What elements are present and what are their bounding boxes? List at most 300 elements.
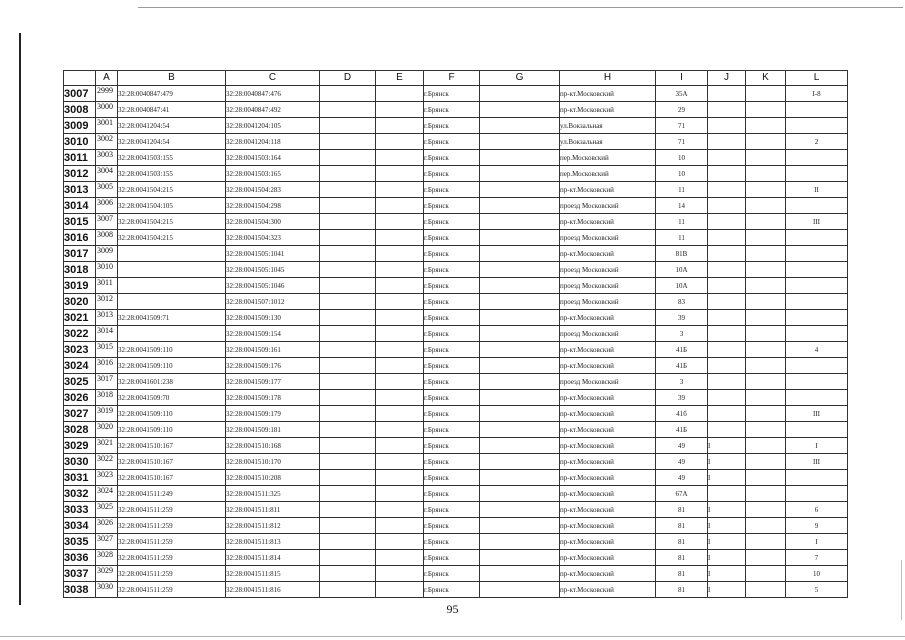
cell-j[interactable] [708, 326, 746, 342]
cell-g[interactable] [480, 582, 560, 598]
cell-f[interactable]: г.Брянск [424, 422, 480, 438]
cell-a[interactable] [96, 502, 118, 518]
cell-d[interactable] [320, 102, 376, 118]
cell-g[interactable] [480, 358, 560, 374]
cell-j[interactable] [708, 230, 746, 246]
cell-c[interactable]: 32:28:0041511:811 [226, 502, 320, 518]
cell-e[interactable] [376, 342, 424, 358]
cell-l[interactable] [786, 102, 848, 118]
cell-d[interactable] [320, 150, 376, 166]
cell-b[interactable]: 32:28:0041504:215 [118, 182, 226, 198]
row-number[interactable]: 3035 [64, 534, 96, 550]
row-number[interactable]: 3038 [64, 582, 96, 598]
cell-a[interactable] [96, 486, 118, 502]
cell-i[interactable]: 81В [656, 246, 708, 262]
cell-d[interactable] [320, 198, 376, 214]
row-number[interactable]: 3032 [64, 486, 96, 502]
cell-b[interactable]: 32:28:0041509:110 [118, 358, 226, 374]
cell-l[interactable] [786, 486, 848, 502]
cell-h[interactable]: пр-кт.Московский [560, 342, 656, 358]
cell-l[interactable] [786, 390, 848, 406]
row-number[interactable]: 3021 [64, 310, 96, 326]
cell-e[interactable] [376, 278, 424, 294]
cell-k[interactable] [746, 246, 786, 262]
cell-f[interactable]: г.Брянск [424, 374, 480, 390]
cell-k[interactable] [746, 518, 786, 534]
column-header-c[interactable]: C [226, 71, 320, 86]
cell-i[interactable]: 49 [656, 438, 708, 454]
cell-e[interactable] [376, 438, 424, 454]
cell-j[interactable]: I [708, 502, 746, 518]
cell-e[interactable] [376, 358, 424, 374]
cell-a[interactable] [96, 550, 118, 566]
cell-d[interactable] [320, 166, 376, 182]
cell-k[interactable] [746, 470, 786, 486]
cell-h[interactable]: проезд Московский [560, 262, 656, 278]
cell-d[interactable] [320, 342, 376, 358]
cell-c[interactable]: 32:28:0041511:816 [226, 582, 320, 598]
cell-b[interactable]: 32:28:0041504:105 [118, 198, 226, 214]
row-number[interactable]: 3018 [64, 262, 96, 278]
cell-a[interactable] [96, 454, 118, 470]
cell-d[interactable] [320, 566, 376, 582]
cell-d[interactable] [320, 486, 376, 502]
cell-b[interactable]: 32:28:0041511:259 [118, 502, 226, 518]
cell-k[interactable] [746, 342, 786, 358]
cell-i[interactable]: 14 [656, 198, 708, 214]
cell-c[interactable]: 32:28:0041509:130 [226, 310, 320, 326]
cell-h[interactable]: проезд Московский [560, 294, 656, 310]
cell-b[interactable]: 32:28:0041511:259 [118, 550, 226, 566]
row-number[interactable]: 3031 [64, 470, 96, 486]
cell-l[interactable]: 4 [786, 342, 848, 358]
cell-a[interactable] [96, 198, 118, 214]
cell-j[interactable] [708, 262, 746, 278]
cell-g[interactable] [480, 422, 560, 438]
cell-h[interactable]: проезд Московский [560, 326, 656, 342]
cell-h[interactable]: пр-кт.Московский [560, 582, 656, 598]
cell-a[interactable] [96, 102, 118, 118]
cell-f[interactable]: г.Брянск [424, 534, 480, 550]
cell-l[interactable]: II [786, 182, 848, 198]
cell-b[interactable]: 32:28:0041504:215 [118, 230, 226, 246]
cell-j[interactable] [708, 214, 746, 230]
cell-f[interactable]: г.Брянск [424, 150, 480, 166]
row-number[interactable]: 3037 [64, 566, 96, 582]
row-number[interactable]: 3020 [64, 294, 96, 310]
cell-e[interactable] [376, 582, 424, 598]
cell-j[interactable] [708, 86, 746, 102]
cell-i[interactable]: 39 [656, 390, 708, 406]
cell-a[interactable] [96, 342, 118, 358]
cell-a[interactable] [96, 326, 118, 342]
cell-i[interactable]: 39 [656, 310, 708, 326]
column-header-b[interactable]: B [118, 71, 226, 86]
row-number[interactable]: 3015 [64, 214, 96, 230]
cell-e[interactable] [376, 198, 424, 214]
cell-b[interactable]: 32:28:0041509:70 [118, 390, 226, 406]
row-number[interactable]: 3009 [64, 118, 96, 134]
cell-i[interactable]: 81 [656, 502, 708, 518]
cell-d[interactable] [320, 326, 376, 342]
cell-e[interactable] [376, 518, 424, 534]
cell-a[interactable] [96, 230, 118, 246]
cell-l[interactable]: 6 [786, 502, 848, 518]
cell-h[interactable]: пр-кт.Московский [560, 182, 656, 198]
cell-j[interactable] [708, 182, 746, 198]
cell-b[interactable]: 32:28:0040847:479 [118, 86, 226, 102]
cell-f[interactable]: г.Брянск [424, 294, 480, 310]
cell-g[interactable] [480, 438, 560, 454]
cell-l[interactable]: III [786, 214, 848, 230]
cell-j[interactable] [708, 486, 746, 502]
cell-k[interactable] [746, 166, 786, 182]
row-number[interactable]: 3010 [64, 134, 96, 150]
cell-k[interactable] [746, 198, 786, 214]
cell-h[interactable]: пр-кт.Московский [560, 406, 656, 422]
cell-k[interactable] [746, 374, 786, 390]
cell-i[interactable]: 81 [656, 550, 708, 566]
row-number[interactable]: 3019 [64, 278, 96, 294]
cell-e[interactable] [376, 326, 424, 342]
cell-b[interactable]: 32:28:0041511:259 [118, 534, 226, 550]
cell-b[interactable]: 32:28:0041510:167 [118, 470, 226, 486]
cell-f[interactable]: г.Брянск [424, 550, 480, 566]
cell-k[interactable] [746, 566, 786, 582]
cell-c[interactable]: 32:28:0041503:165 [226, 166, 320, 182]
cell-l[interactable] [786, 422, 848, 438]
cell-h[interactable]: пр-кт.Московский [560, 550, 656, 566]
cell-i[interactable]: 11 [656, 214, 708, 230]
cell-j[interactable] [708, 406, 746, 422]
cell-c[interactable]: 32:28:0041509:179 [226, 406, 320, 422]
row-number[interactable]: 3029 [64, 438, 96, 454]
cell-a[interactable] [96, 518, 118, 534]
cell-i[interactable]: 81 [656, 518, 708, 534]
cell-j[interactable] [708, 118, 746, 134]
cell-h[interactable]: проезд Московский [560, 374, 656, 390]
row-number[interactable]: 3024 [64, 358, 96, 374]
cell-h[interactable]: пр-кт.Московский [560, 358, 656, 374]
cell-f[interactable]: г.Брянск [424, 134, 480, 150]
cell-d[interactable] [320, 278, 376, 294]
row-number[interactable]: 3012 [64, 166, 96, 182]
row-number[interactable]: 3016 [64, 230, 96, 246]
cell-f[interactable]: г.Брянск [424, 198, 480, 214]
cell-g[interactable] [480, 486, 560, 502]
cell-e[interactable] [376, 374, 424, 390]
cell-c[interactable]: 32:28:0041510:168 [226, 438, 320, 454]
row-number[interactable]: 3017 [64, 246, 96, 262]
cell-d[interactable] [320, 422, 376, 438]
cell-g[interactable] [480, 294, 560, 310]
row-number[interactable]: 3036 [64, 550, 96, 566]
cell-d[interactable] [320, 470, 376, 486]
cell-j[interactable]: I [708, 566, 746, 582]
cell-d[interactable] [320, 182, 376, 198]
cell-i[interactable]: 71 [656, 118, 708, 134]
cell-j[interactable] [708, 310, 746, 326]
cell-i[interactable]: 81 [656, 582, 708, 598]
cell-i[interactable]: 10А [656, 278, 708, 294]
cell-g[interactable] [480, 198, 560, 214]
cell-f[interactable]: г.Брянск [424, 342, 480, 358]
cell-f[interactable]: г.Брянск [424, 390, 480, 406]
cell-a[interactable] [96, 86, 118, 102]
cell-b[interactable]: 32:28:0041503:155 [118, 150, 226, 166]
cell-l[interactable] [786, 230, 848, 246]
cell-b[interactable]: 32:28:0041509:110 [118, 406, 226, 422]
cell-i[interactable]: 10 [656, 166, 708, 182]
cell-e[interactable] [376, 566, 424, 582]
cell-l[interactable] [786, 294, 848, 310]
cell-i[interactable]: 67А [656, 486, 708, 502]
cell-e[interactable] [376, 182, 424, 198]
cell-c[interactable]: 32:28:0041505:1046 [226, 278, 320, 294]
cell-f[interactable]: г.Брянск [424, 86, 480, 102]
cell-g[interactable] [480, 502, 560, 518]
cell-b[interactable]: 32:28:0041509:110 [118, 342, 226, 358]
cell-b[interactable]: 32:28:0041601:238 [118, 374, 226, 390]
cell-j[interactable] [708, 422, 746, 438]
cell-c[interactable]: 32:28:0041509:181 [226, 422, 320, 438]
cell-e[interactable] [376, 230, 424, 246]
cell-l[interactable]: III [786, 454, 848, 470]
cell-c[interactable]: 32:28:0041511:814 [226, 550, 320, 566]
cell-i[interactable]: 81 [656, 566, 708, 582]
cell-a[interactable] [96, 294, 118, 310]
cell-e[interactable] [376, 294, 424, 310]
corner-cell[interactable] [64, 71, 96, 86]
cell-k[interactable] [746, 214, 786, 230]
cell-c[interactable]: 32:28:0041507:1012 [226, 294, 320, 310]
cell-b[interactable]: 32:28:0041511:249 [118, 486, 226, 502]
cell-h[interactable]: пр-кт.Московский [560, 486, 656, 502]
cell-c[interactable]: 32:28:0041510:170 [226, 454, 320, 470]
cell-h[interactable]: пр-кт.Московский [560, 534, 656, 550]
cell-k[interactable] [746, 134, 786, 150]
cell-e[interactable] [376, 134, 424, 150]
cell-b[interactable] [118, 262, 226, 278]
cell-i[interactable]: 10А [656, 262, 708, 278]
cell-j[interactable] [708, 134, 746, 150]
cell-l[interactable] [786, 166, 848, 182]
row-number[interactable]: 3027 [64, 406, 96, 422]
cell-f[interactable]: г.Брянск [424, 310, 480, 326]
cell-h[interactable]: пер.Московский [560, 166, 656, 182]
cell-g[interactable] [480, 246, 560, 262]
cell-c[interactable]: 32:28:0041504:323 [226, 230, 320, 246]
cell-j[interactable]: I [708, 438, 746, 454]
cell-k[interactable] [746, 422, 786, 438]
cell-g[interactable] [480, 214, 560, 230]
cell-f[interactable]: г.Брянск [424, 406, 480, 422]
cell-i[interactable]: 11 [656, 182, 708, 198]
cell-c[interactable]: 32:28:0041503:164 [226, 150, 320, 166]
cell-h[interactable]: пер.Московский [560, 150, 656, 166]
cell-l[interactable]: 10 [786, 566, 848, 582]
cell-a[interactable] [96, 134, 118, 150]
cell-e[interactable] [376, 470, 424, 486]
cell-f[interactable]: г.Брянск [424, 262, 480, 278]
cell-d[interactable] [320, 86, 376, 102]
cell-i[interactable]: 81 [656, 534, 708, 550]
cell-h[interactable]: пр-кт.Московский [560, 246, 656, 262]
cell-k[interactable] [746, 86, 786, 102]
cell-f[interactable]: г.Брянск [424, 246, 480, 262]
cell-h[interactable]: пр-кт.Московский [560, 454, 656, 470]
cell-h[interactable]: проезд Московский [560, 278, 656, 294]
cell-a[interactable] [96, 566, 118, 582]
cell-i[interactable]: 41Б [656, 342, 708, 358]
column-header-k[interactable]: K [746, 71, 786, 86]
cell-a[interactable] [96, 310, 118, 326]
cell-b[interactable]: 32:28:0041504:215 [118, 214, 226, 230]
cell-a[interactable] [96, 118, 118, 134]
cell-g[interactable] [480, 310, 560, 326]
cell-d[interactable] [320, 134, 376, 150]
cell-i[interactable]: 41Б [656, 358, 708, 374]
cell-h[interactable]: пр-кт.Московский [560, 566, 656, 582]
cell-g[interactable] [480, 262, 560, 278]
cell-l[interactable] [786, 118, 848, 134]
cell-l[interactable] [786, 326, 848, 342]
cell-k[interactable] [746, 582, 786, 598]
cell-l[interactable] [786, 278, 848, 294]
cell-h[interactable]: ул.Вокзальная [560, 134, 656, 150]
cell-k[interactable] [746, 118, 786, 134]
cell-f[interactable]: г.Брянск [424, 502, 480, 518]
cell-f[interactable]: г.Брянск [424, 454, 480, 470]
cell-a[interactable] [96, 582, 118, 598]
cell-h[interactable]: пр-кт.Московский [560, 214, 656, 230]
cell-c[interactable]: 32:28:0041509:178 [226, 390, 320, 406]
cell-b[interactable]: 32:28:0040847:41 [118, 102, 226, 118]
cell-e[interactable] [376, 486, 424, 502]
cell-b[interactable]: 32:28:0041509:71 [118, 310, 226, 326]
cell-k[interactable] [746, 550, 786, 566]
cell-d[interactable] [320, 534, 376, 550]
cell-c[interactable]: 32:28:0041509:176 [226, 358, 320, 374]
cell-k[interactable] [746, 502, 786, 518]
cell-c[interactable]: 32:28:0041505:1041 [226, 246, 320, 262]
cell-h[interactable]: проезд Московский [560, 198, 656, 214]
cell-g[interactable] [480, 166, 560, 182]
cell-l[interactable] [786, 310, 848, 326]
cell-k[interactable] [746, 406, 786, 422]
cell-l[interactable] [786, 374, 848, 390]
cell-b[interactable] [118, 278, 226, 294]
cell-h[interactable]: пр-кт.Московский [560, 310, 656, 326]
cell-a[interactable] [96, 358, 118, 374]
cell-a[interactable] [96, 470, 118, 486]
cell-b[interactable] [118, 246, 226, 262]
cell-j[interactable]: I [708, 534, 746, 550]
cell-b[interactable]: 32:28:0041204:54 [118, 118, 226, 134]
cell-d[interactable] [320, 358, 376, 374]
cell-b[interactable]: 32:28:0041510:167 [118, 438, 226, 454]
cell-e[interactable] [376, 150, 424, 166]
cell-k[interactable] [746, 326, 786, 342]
cell-g[interactable] [480, 374, 560, 390]
row-number[interactable]: 3033 [64, 502, 96, 518]
cell-l[interactable]: 2 [786, 134, 848, 150]
cell-h[interactable]: пр-кт.Московский [560, 518, 656, 534]
cell-f[interactable]: г.Брянск [424, 102, 480, 118]
cell-b[interactable]: 32:28:0041511:259 [118, 566, 226, 582]
cell-j[interactable] [708, 278, 746, 294]
cell-k[interactable] [746, 438, 786, 454]
cell-a[interactable] [96, 182, 118, 198]
cell-d[interactable] [320, 518, 376, 534]
cell-a[interactable] [96, 214, 118, 230]
cell-a[interactable] [96, 246, 118, 262]
row-number[interactable]: 3026 [64, 390, 96, 406]
cell-e[interactable] [376, 246, 424, 262]
cell-a[interactable] [96, 262, 118, 278]
cell-a[interactable] [96, 374, 118, 390]
cell-d[interactable] [320, 230, 376, 246]
cell-e[interactable] [376, 102, 424, 118]
cell-h[interactable]: пр-кт.Московский [560, 102, 656, 118]
cell-h[interactable]: пр-кт.Московский [560, 438, 656, 454]
row-number[interactable]: 3023 [64, 342, 96, 358]
cell-d[interactable] [320, 502, 376, 518]
column-header-d[interactable]: D [320, 71, 376, 86]
cell-j[interactable] [708, 374, 746, 390]
cell-b[interactable]: 32:28:0041511:259 [118, 582, 226, 598]
cell-l[interactable]: I [786, 534, 848, 550]
cell-c[interactable]: 32:28:0041505:1045 [226, 262, 320, 278]
cell-f[interactable]: г.Брянск [424, 118, 480, 134]
cell-l[interactable]: I-8 [786, 86, 848, 102]
cell-d[interactable] [320, 118, 376, 134]
cell-f[interactable]: г.Брянск [424, 518, 480, 534]
row-number[interactable]: 3034 [64, 518, 96, 534]
cell-f[interactable]: г.Брянск [424, 358, 480, 374]
cell-e[interactable] [376, 214, 424, 230]
cell-l[interactable]: 5 [786, 582, 848, 598]
cell-i[interactable]: 35А [656, 86, 708, 102]
cell-d[interactable] [320, 374, 376, 390]
cell-j[interactable] [708, 358, 746, 374]
cell-j[interactable] [708, 198, 746, 214]
cell-g[interactable] [480, 326, 560, 342]
cell-c[interactable]: 32:28:0041204:118 [226, 134, 320, 150]
cell-e[interactable] [376, 534, 424, 550]
cell-j[interactable]: I [708, 454, 746, 470]
cell-i[interactable]: 49 [656, 470, 708, 486]
cell-k[interactable] [746, 102, 786, 118]
cell-k[interactable] [746, 150, 786, 166]
row-number[interactable]: 3025 [64, 374, 96, 390]
cell-c[interactable]: 32:28:0041509:177 [226, 374, 320, 390]
cell-h[interactable]: пр-кт.Московский [560, 390, 656, 406]
cell-d[interactable] [320, 438, 376, 454]
cell-d[interactable] [320, 390, 376, 406]
cell-k[interactable] [746, 230, 786, 246]
cell-l[interactable]: I [786, 438, 848, 454]
cell-e[interactable] [376, 310, 424, 326]
cell-d[interactable] [320, 582, 376, 598]
cell-g[interactable] [480, 86, 560, 102]
cell-d[interactable] [320, 550, 376, 566]
cell-b[interactable] [118, 326, 226, 342]
cell-d[interactable] [320, 214, 376, 230]
cell-e[interactable] [376, 502, 424, 518]
cell-c[interactable]: 32:28:0041509:161 [226, 342, 320, 358]
cell-d[interactable] [320, 262, 376, 278]
